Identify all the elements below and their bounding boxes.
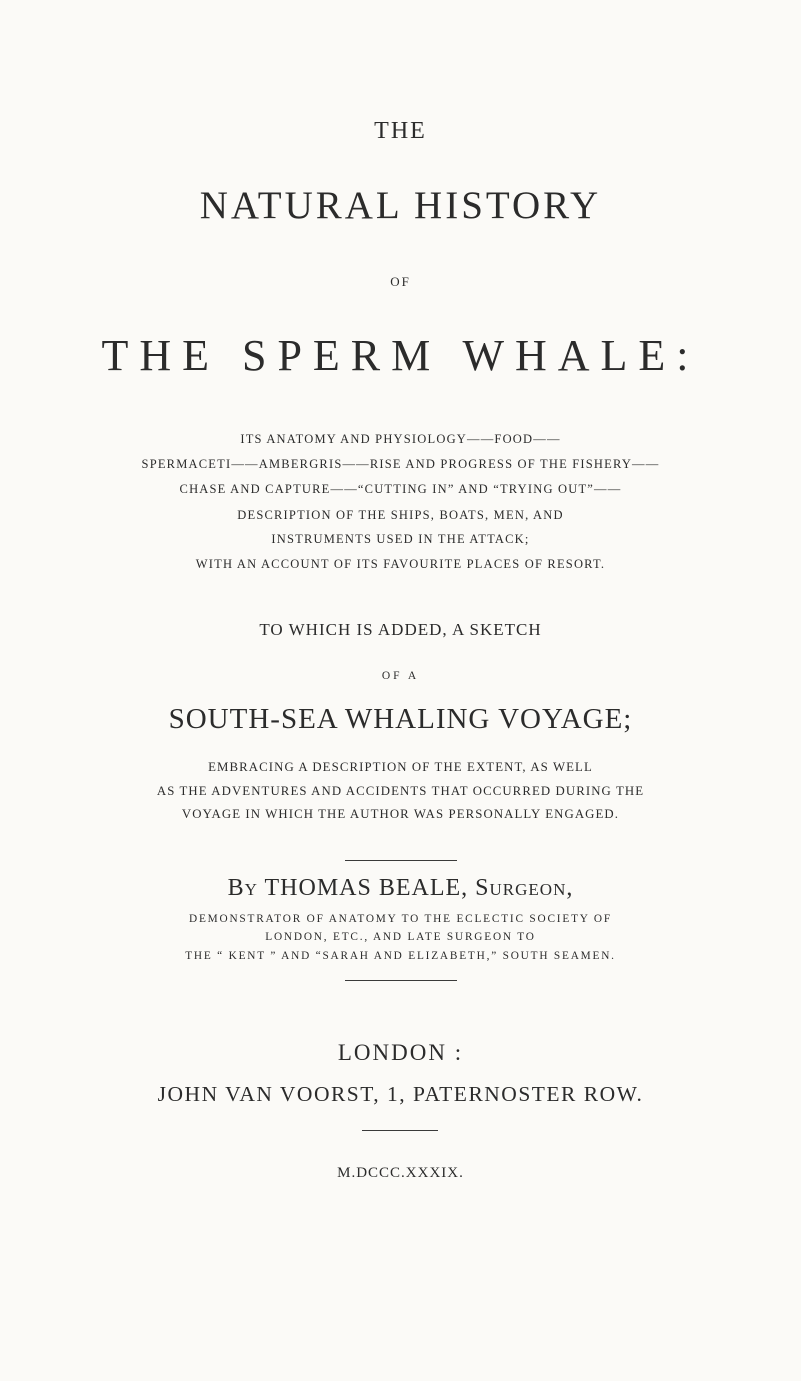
contents-line: ITS ANATOMY AND PHYSIOLOGY——FOOD—— (240, 432, 561, 446)
title-natural-history: NATURAL HISTORY (199, 184, 602, 227)
title-the: THE (374, 118, 427, 144)
divider-rule (345, 980, 457, 981)
divider-rule (362, 1130, 438, 1131)
embracing-line: AS THE ADVENTURES AND ACCIDENTS THAT OCCURRED DURING THE (156, 784, 645, 798)
embracing-line: EMBRACING A DESCRIPTION OF THE EXTENT, AS WELL (208, 760, 593, 774)
contents-line: WITH AN ACCOUNT OF ITS FAVOURITE PLACES OF RESORT. (195, 557, 606, 571)
contents-line: SPERMACETI——AMBERGRIS——RISE AND PROGRESS OF THE FISHERY—— (141, 457, 660, 471)
divider-rule (345, 860, 457, 861)
embracing-line: VOYAGE IN WHICH THE AUTHOR WAS PERSONALLY ENGAGED. (181, 807, 620, 821)
contents-line: INSTRUMENTS USED IN THE ATTACK; (271, 532, 530, 546)
author-name: THOMAS BEALE, (264, 875, 469, 901)
imprint-place: LONDON : (337, 1040, 464, 1065)
imprint-publisher: JOHN VAN VOORST, 1, PATERNOSTER ROW. (157, 1082, 644, 1106)
credentials-line: THE “ KENT ” AND “SARAH AND ELIZABETH,” SOUTH SEAMEN. (185, 950, 616, 962)
contents-line: CHASE AND CAPTURE——“CUTTING IN” AND “TRYING OUT”—— (179, 482, 622, 496)
credentials-line: DEMONSTRATOR OF ANATOMY TO THE ECLECTIC SOCIETY OF (189, 913, 612, 925)
of-a-line: OF A (381, 670, 420, 682)
author-role: Surgeon, (475, 875, 574, 901)
added-sketch-line: TO WHICH IS ADDED, A SKETCH (259, 620, 542, 639)
contents-line: DESCRIPTION OF THE SHIPS, BOATS, MEN, AND (237, 508, 564, 522)
imprint-date: M.DCCC.XXXIX. (337, 1165, 464, 1181)
credentials-line: LONDON, ETC., AND LATE SURGEON TO (265, 931, 536, 943)
voyage-title: SOUTH-SEA WHALING VOYAGE; (168, 703, 633, 735)
title-sperm-whale: THE SPERM WHALE: (101, 331, 700, 380)
title-of: OF (390, 274, 411, 289)
author-byline (0, 875, 801, 902)
byline-by: By (227, 875, 258, 901)
